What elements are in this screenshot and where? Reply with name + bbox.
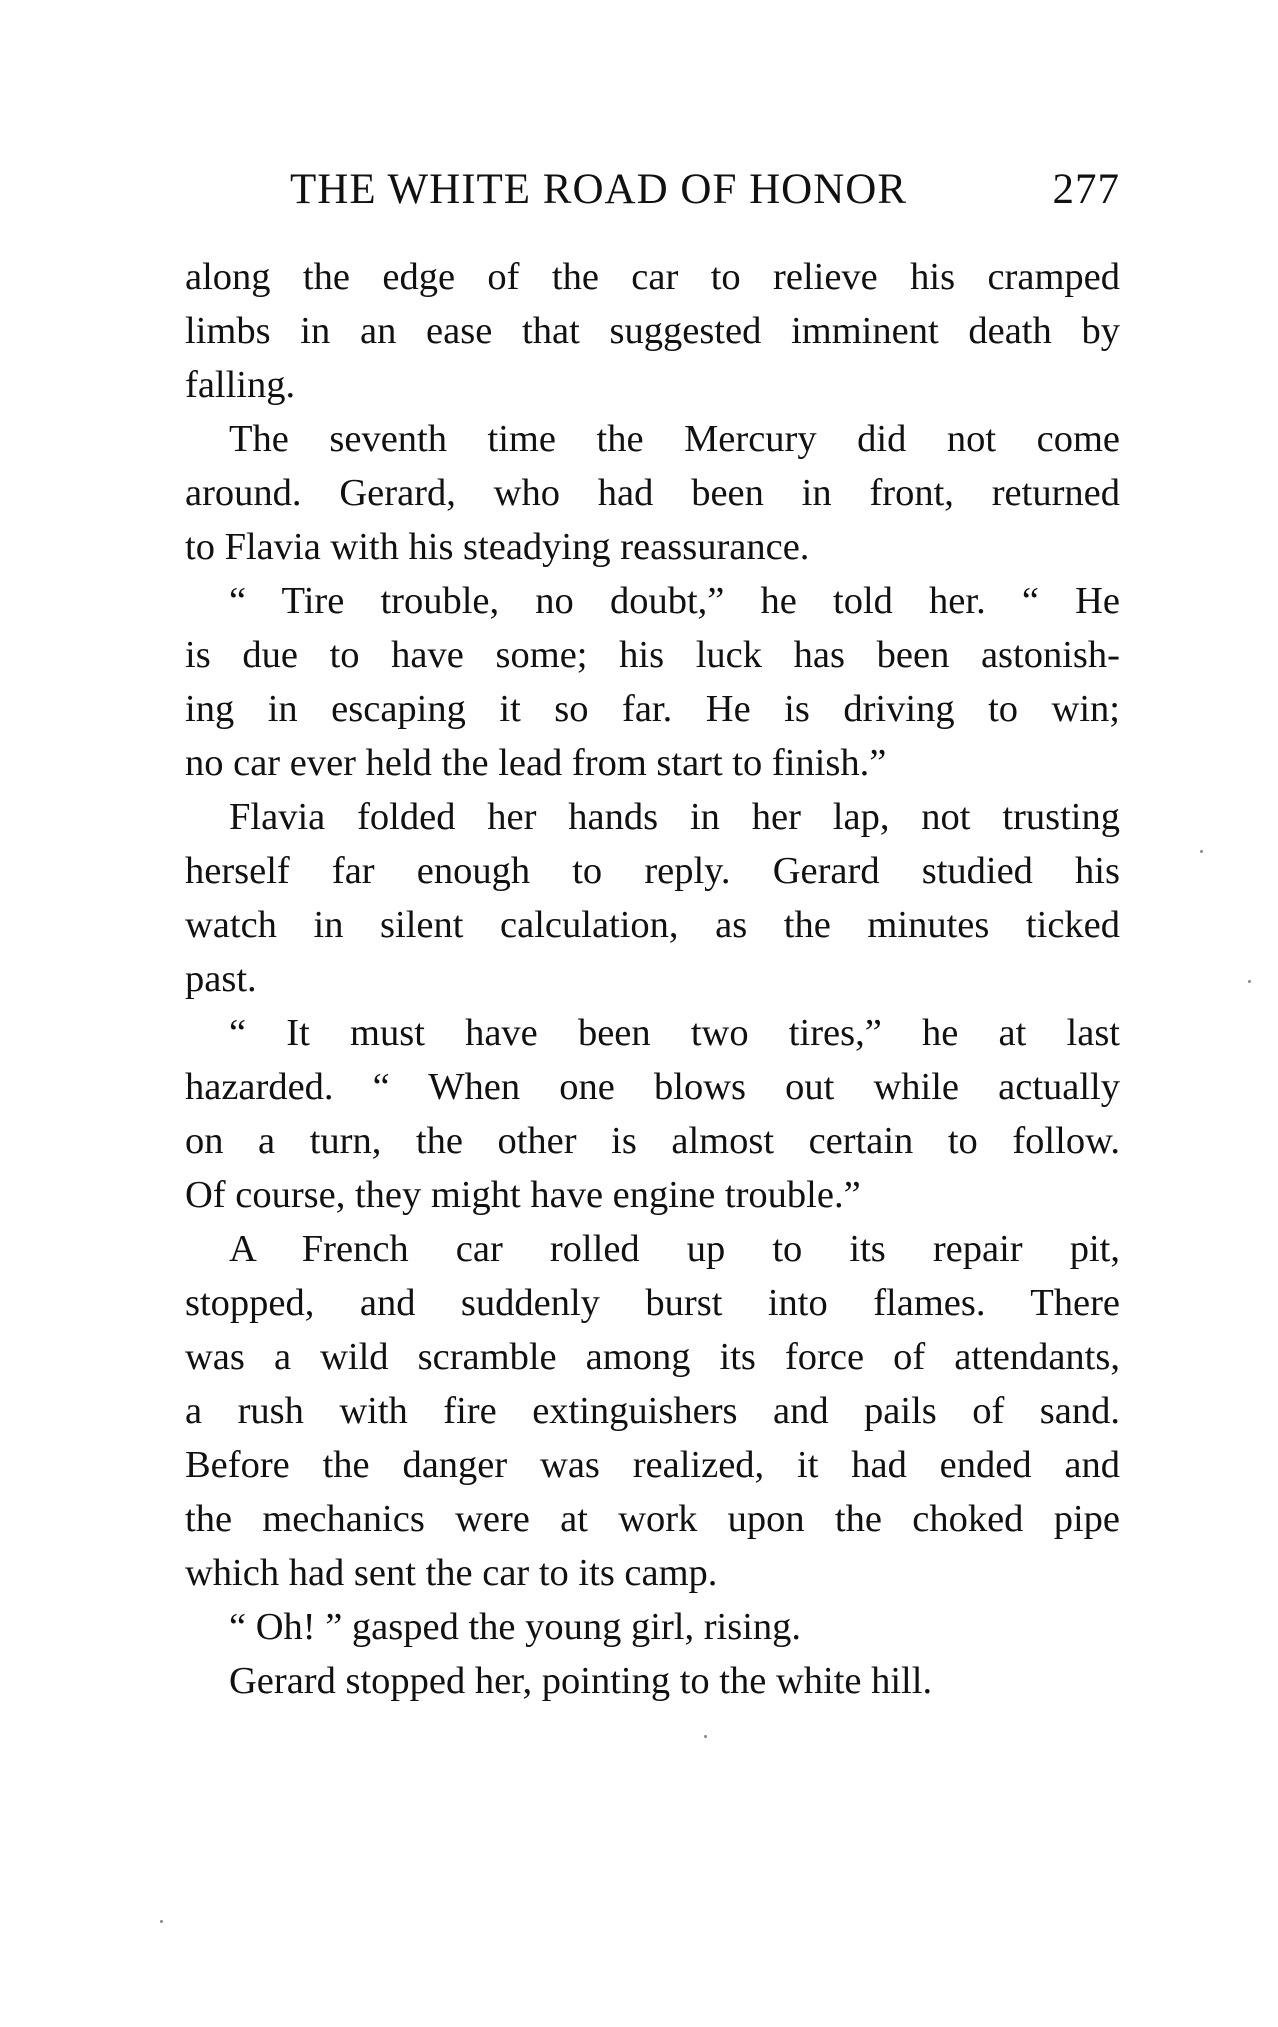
text-line: Of course, they might have engine trouble.”: [185, 1174, 861, 1216]
text-line: “ Oh! ” gasped the young girl, rising.: [229, 1606, 802, 1648]
text-line: a rush with fire extinguishers and pails of sand.: [185, 1390, 1120, 1432]
scan-speck: [704, 1735, 707, 1738]
text-line: past.: [185, 958, 257, 1000]
text-line: The seventh time the Mercury did not come: [229, 418, 1120, 460]
text-line: “ It must have been two tires,” he at last: [229, 1012, 1120, 1054]
text-line: no car ever held the lead from start to finish.”: [185, 742, 887, 784]
text-line: falling.: [185, 364, 296, 406]
text-line: Gerard stopped her, pointing to the white hill.: [229, 1660, 933, 1702]
text-line: herself far enough to reply. Gerard studied his: [185, 850, 1120, 892]
text-line: stopped, and suddenly burst into flames. There: [185, 1282, 1120, 1324]
text-line: the mechanics were at work upon the choked pipe: [185, 1498, 1120, 1540]
text-line: along the edge of the car to relieve his cramped: [185, 256, 1120, 298]
text-line: watch in silent calculation, as the minutes ticked: [185, 904, 1120, 946]
text-line: hazarded. “ When one blows out while actually: [185, 1066, 1120, 1108]
text-line: Flavia folded her hands in her lap, not trusting: [229, 796, 1120, 838]
text-line: was a wild scramble among its force of attendants,: [185, 1336, 1120, 1378]
text-line: A French car rolled up to its repair pit,: [229, 1228, 1120, 1270]
text-line: limbs in an ease that suggested imminent death by: [185, 310, 1120, 352]
text-line: to Flavia with his steadying reassurance.: [185, 526, 810, 568]
scan-speck: [1200, 850, 1203, 853]
text-line: “ Tire trouble, no doubt,” he told her. “ He: [229, 580, 1120, 622]
body-text: [185, 250, 1120, 1708]
scan-speck: [160, 1920, 163, 1923]
page-number: 277: [1052, 166, 1120, 213]
text-line: which had sent the car to its camp.: [185, 1552, 718, 1594]
text-line: on a turn, the other is almost certain to follow.: [185, 1120, 1120, 1162]
running-title: THE WHITE ROAD OF HONOR: [290, 166, 908, 213]
scan-speck: [1248, 980, 1251, 983]
text-line: Before the danger was realized, it had ended and: [185, 1444, 1120, 1486]
text-line: around. Gerard, who had been in front, returned: [185, 472, 1120, 514]
text-line: is due to have some; his luck has been astonish-: [185, 634, 1120, 676]
text-line: ing in escaping it so far. He is driving to win;: [185, 688, 1120, 730]
page-header: [290, 160, 1120, 220]
